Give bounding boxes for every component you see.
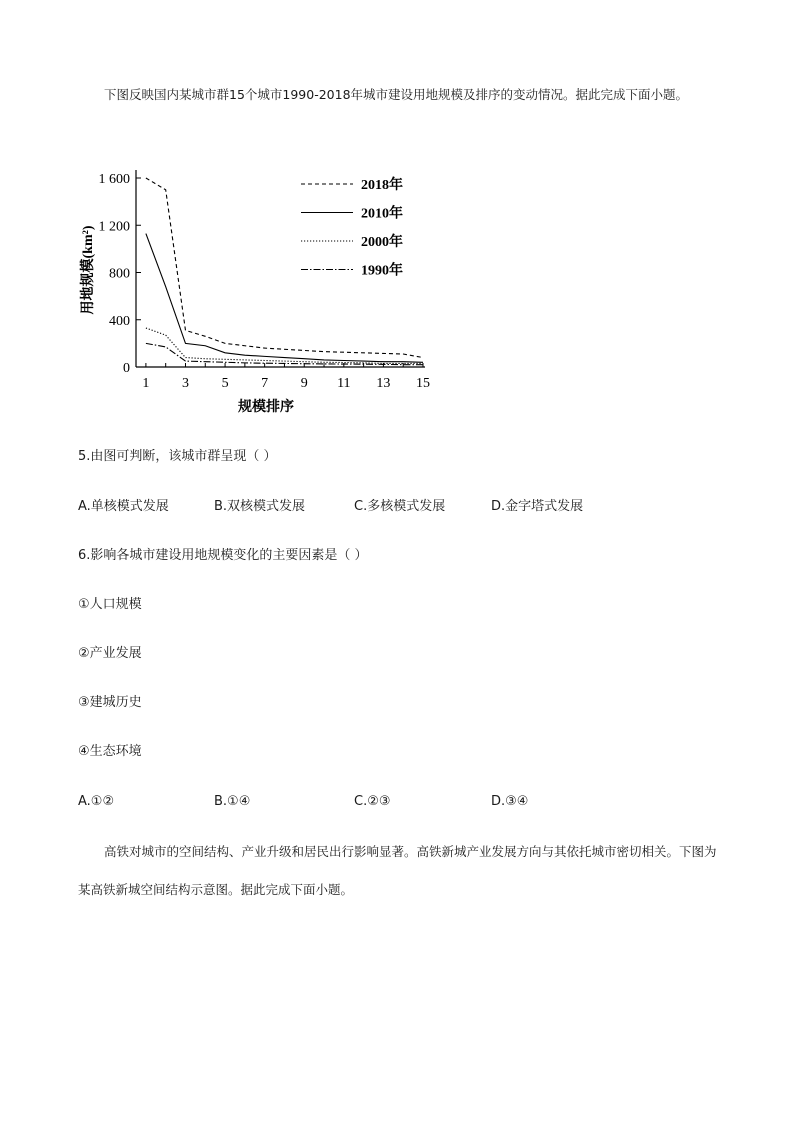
q5-stem: 5.由图可判断，该城市群呈现（ ） xyxy=(78,449,277,464)
legend-label: 2018年 xyxy=(361,178,403,193)
legend-label: 2010年 xyxy=(361,206,403,222)
x-tick-label: 11 xyxy=(337,376,351,391)
x-tick-label: 13 xyxy=(376,376,391,391)
x-tick-label: 1 xyxy=(142,376,150,391)
q6-item-4: ④生态环境 xyxy=(78,744,142,759)
q5-option-a[interactable]: A.单核模式发展 xyxy=(78,499,169,514)
x-tick-label: 7 xyxy=(261,376,269,391)
series-line xyxy=(146,234,423,363)
x-tick-label: 5 xyxy=(221,376,229,391)
x-tick-label: 15 xyxy=(416,376,430,391)
q5-option-d[interactable]: D.金字塔式发展 xyxy=(491,499,584,514)
legend-label: 2000年 xyxy=(361,235,403,250)
y-tick-label: 0 xyxy=(123,361,130,376)
q6-option-c[interactable]: C.②③ xyxy=(354,794,391,809)
land-scale-chart xyxy=(78,160,438,420)
x-tick-label: 3 xyxy=(181,376,189,391)
y-tick-label: 1 600 xyxy=(98,172,130,187)
legend-label: 1990年 xyxy=(361,263,403,279)
y-axis-label: 用地规模(km²) xyxy=(81,225,96,315)
q6-option-a[interactable]: A.①② xyxy=(78,794,115,809)
series-line xyxy=(146,328,423,363)
q6-item-3: ③建城历史 xyxy=(78,695,142,710)
q6-item-2: ②产业发展 xyxy=(78,646,142,661)
y-tick-label: 1 200 xyxy=(98,219,130,235)
y-ticks xyxy=(99,172,142,376)
q5-option-c[interactable]: C.多核模式发展 xyxy=(354,499,446,514)
x-tick-label: 9 xyxy=(300,376,308,391)
q5-option-b[interactable]: B.双核模式发展 xyxy=(214,499,306,514)
y-tick-label: 400 xyxy=(109,313,130,329)
chart-legend xyxy=(301,176,403,279)
x-axis-label: 规模排序 xyxy=(238,400,294,415)
q6-item-1: ①人口规模 xyxy=(78,597,142,612)
y-tick-label: 800 xyxy=(109,266,130,282)
intro-paragraph-1: 下图反映国内某城市群15个城市1990-2018年城市建设用地规模及排序的变动情况。据此完成下面小题。 xyxy=(104,87,689,102)
q6-option-b[interactable]: B.①④ xyxy=(214,794,251,809)
q6-option-d[interactable]: D.③④ xyxy=(491,794,529,809)
q6-stem: 6.影响各城市建设用地规模变化的主要因素是（ ） xyxy=(78,548,368,563)
intro-paragraph-2: 高铁对城市的空间结构、产业升级和居民出行影响显著。高铁新城产业发展方向与其依托城市密切相关。下图为某高铁新城空间结构示意图。据此完成下面小题。 xyxy=(78,844,717,897)
